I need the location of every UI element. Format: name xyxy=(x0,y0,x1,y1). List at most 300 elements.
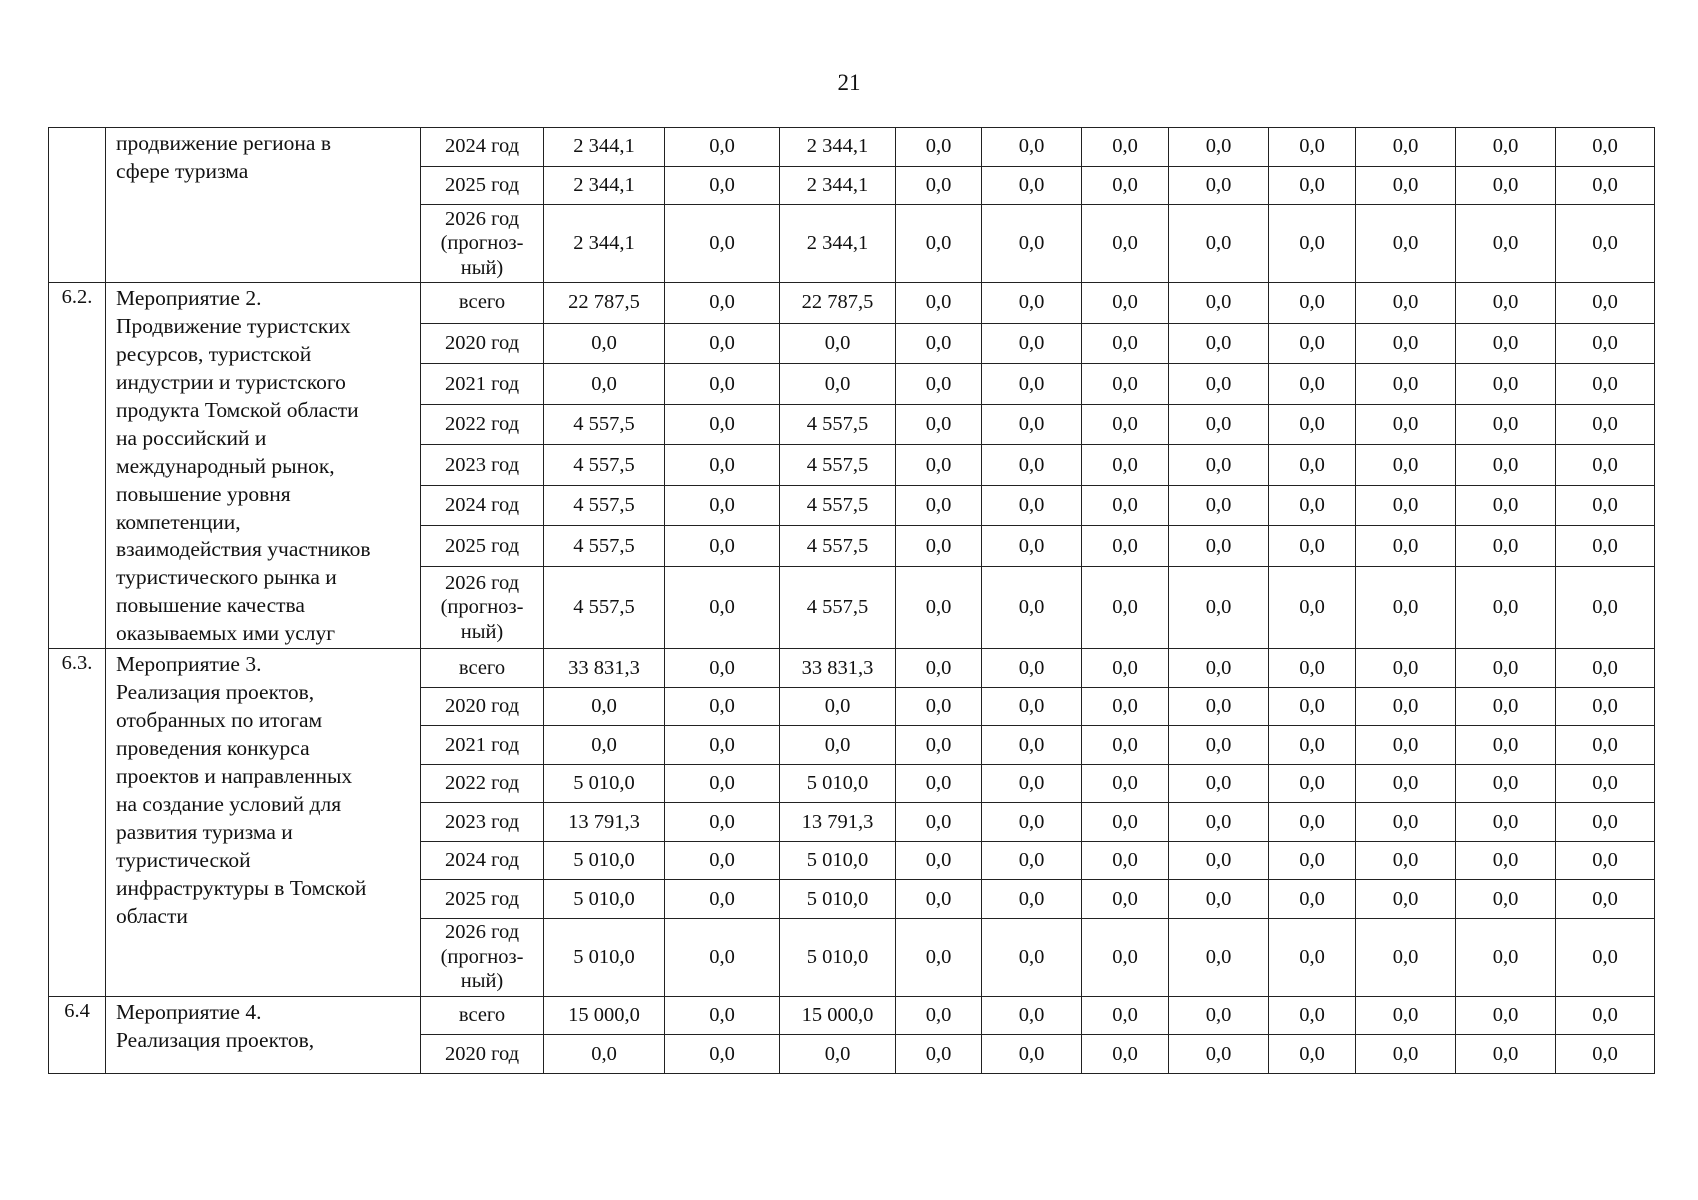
value-cell: 0,0 xyxy=(1456,918,1556,996)
value-cell: 0,0 xyxy=(1169,283,1269,324)
value-cell: 0,0 xyxy=(544,364,665,405)
value-cell: 0,0 xyxy=(982,404,1082,445)
value-cell: 0,0 xyxy=(665,996,780,1035)
value-cell: 0,0 xyxy=(1356,128,1456,167)
value-cell: 0,0 xyxy=(1269,364,1356,405)
period-cell xyxy=(421,1035,544,1074)
value-cell: 0,0 xyxy=(1456,166,1556,205)
budget-table xyxy=(48,127,1655,1074)
value-cell: 2 344,1 xyxy=(544,128,665,167)
value-cell: 4 557,5 xyxy=(780,485,896,526)
value-cell: 0,0 xyxy=(780,726,896,765)
value-cell: 0,0 xyxy=(1169,404,1269,445)
value-cell: 0,0 xyxy=(665,566,780,648)
value-cell: 5 010,0 xyxy=(780,841,896,880)
value-cell: 0,0 xyxy=(1556,485,1655,526)
item-number: 6.4 xyxy=(49,996,106,1073)
period-label: 2025 год xyxy=(444,887,520,910)
item-number: 6.3. xyxy=(49,649,106,997)
value-cell: 0,0 xyxy=(1269,283,1356,324)
value-cell: 0,0 xyxy=(665,764,780,803)
value-cell: 0,0 xyxy=(1356,687,1456,726)
value-cell: 0,0 xyxy=(982,445,1082,486)
item-number xyxy=(49,128,106,283)
value-cell: 0,0 xyxy=(1356,404,1456,445)
value-cell: 0,0 xyxy=(982,566,1082,648)
value-cell: 0,0 xyxy=(1456,526,1556,567)
value-cell: 0,0 xyxy=(1356,526,1456,567)
value-cell: 0,0 xyxy=(1456,445,1556,486)
value-cell: 0,0 xyxy=(665,445,780,486)
value-cell: 0,0 xyxy=(1269,485,1356,526)
value-cell: 0,0 xyxy=(1082,166,1169,205)
value-cell: 0,0 xyxy=(896,526,982,567)
value-cell: 0,0 xyxy=(1082,996,1169,1035)
value-cell: 0,0 xyxy=(1356,364,1456,405)
value-cell: 0,0 xyxy=(665,649,780,688)
value-cell: 0,0 xyxy=(982,485,1082,526)
description-line: продукта Томской области xyxy=(116,397,359,422)
value-cell: 0,0 xyxy=(1169,764,1269,803)
description-line: на российский и xyxy=(116,425,267,450)
value-cell: 2 344,1 xyxy=(544,205,665,283)
description-line: инфраструктуры в Томской xyxy=(116,875,367,900)
value-cell: 0,0 xyxy=(665,364,780,405)
value-cell: 0,0 xyxy=(1456,283,1556,324)
value-cell: 0,0 xyxy=(1556,566,1655,648)
value-cell: 0,0 xyxy=(1169,566,1269,648)
value-cell: 0,0 xyxy=(1356,996,1456,1035)
value-cell: 0,0 xyxy=(780,1035,896,1074)
description-line: на создание условий для xyxy=(116,791,342,816)
value-cell: 0,0 xyxy=(1356,764,1456,803)
value-cell: 0,0 xyxy=(982,880,1082,919)
period-label: 2023 год xyxy=(444,810,520,833)
value-cell: 0,0 xyxy=(1456,841,1556,880)
value-cell: 0,0 xyxy=(1169,364,1269,405)
value-cell: 4 557,5 xyxy=(544,526,665,567)
description-line: оказываемых ими услуг xyxy=(116,621,336,646)
value-cell: 5 010,0 xyxy=(544,764,665,803)
period-cell xyxy=(421,485,544,526)
value-cell: 0,0 xyxy=(1556,526,1655,567)
period-cell xyxy=(421,841,544,880)
period-label: 2022 год xyxy=(444,413,520,436)
period-label: всего xyxy=(458,1004,506,1027)
period-label: 2022 год xyxy=(444,772,520,795)
period-cell xyxy=(421,803,544,842)
value-cell: 0,0 xyxy=(1269,526,1356,567)
value-cell: 0,0 xyxy=(896,764,982,803)
description-line: туристической xyxy=(116,847,251,872)
item-description xyxy=(106,996,421,1073)
value-cell: 0,0 xyxy=(896,803,982,842)
value-cell: 4 557,5 xyxy=(780,566,896,648)
value-cell: 0,0 xyxy=(982,166,1082,205)
value-cell: 0,0 xyxy=(1456,803,1556,842)
value-cell: 0,0 xyxy=(1356,918,1456,996)
value-cell: 0,0 xyxy=(1082,918,1169,996)
value-cell: 0,0 xyxy=(1269,996,1356,1035)
value-cell: 0,0 xyxy=(896,404,982,445)
period-label: всего xyxy=(458,291,506,314)
value-cell: 15 000,0 xyxy=(544,996,665,1035)
description-line: Реализация проектов, xyxy=(116,1027,315,1052)
value-cell: 0,0 xyxy=(1456,128,1556,167)
value-cell: 0,0 xyxy=(896,726,982,765)
value-cell: 0,0 xyxy=(1456,205,1556,283)
value-cell: 0,0 xyxy=(1269,803,1356,842)
item-description xyxy=(106,128,421,283)
value-cell: 0,0 xyxy=(1169,323,1269,364)
value-cell: 4 557,5 xyxy=(544,404,665,445)
value-cell: 0,0 xyxy=(665,166,780,205)
value-cell: 15 000,0 xyxy=(780,996,896,1035)
value-cell: 0,0 xyxy=(982,526,1082,567)
period-cell xyxy=(421,364,544,405)
value-cell: 0,0 xyxy=(1169,996,1269,1035)
value-cell: 2 344,1 xyxy=(780,166,896,205)
value-cell: 0,0 xyxy=(665,880,780,919)
period-label: 2026 год xyxy=(444,207,520,230)
value-cell: 0,0 xyxy=(1556,283,1655,324)
description-line: ресурсов, туристской xyxy=(116,341,312,366)
period-label: 2020 год xyxy=(444,695,520,718)
value-cell: 0,0 xyxy=(544,1035,665,1074)
value-cell: 0,0 xyxy=(1356,485,1456,526)
value-cell: 0,0 xyxy=(1456,1035,1556,1074)
value-cell: 0,0 xyxy=(1456,726,1556,765)
value-cell: 4 557,5 xyxy=(544,566,665,648)
description-line: отобранных по итогам xyxy=(116,708,323,733)
value-cell: 0,0 xyxy=(896,323,982,364)
value-cell: 0,0 xyxy=(544,726,665,765)
value-cell: 5 010,0 xyxy=(544,918,665,996)
value-cell: 0,0 xyxy=(1356,1035,1456,1074)
value-cell: 13 791,3 xyxy=(780,803,896,842)
value-cell: 0,0 xyxy=(1082,364,1169,405)
value-cell: 0,0 xyxy=(896,1035,982,1074)
value-cell: 0,0 xyxy=(896,687,982,726)
value-cell: 0,0 xyxy=(665,1035,780,1074)
period-label: 2023 год xyxy=(444,453,520,476)
value-cell: 0,0 xyxy=(982,996,1082,1035)
value-cell: 0,0 xyxy=(1082,526,1169,567)
value-cell: 0,0 xyxy=(1556,205,1655,283)
table-row xyxy=(49,283,1655,324)
period-label: (прогноз- xyxy=(440,945,524,968)
value-cell: 0,0 xyxy=(665,404,780,445)
value-cell: 0,0 xyxy=(665,841,780,880)
period-label: (прогноз- xyxy=(440,596,524,619)
value-cell: 0,0 xyxy=(1456,566,1556,648)
description-line: развития туризма и xyxy=(116,819,293,844)
value-cell: 0,0 xyxy=(1169,687,1269,726)
value-cell: 0,0 xyxy=(1082,687,1169,726)
value-cell: 0,0 xyxy=(982,726,1082,765)
value-cell: 0,0 xyxy=(1556,841,1655,880)
value-cell: 2 344,1 xyxy=(544,166,665,205)
value-cell: 0,0 xyxy=(896,918,982,996)
period-cell xyxy=(421,880,544,919)
value-cell: 0,0 xyxy=(1456,404,1556,445)
value-cell: 0,0 xyxy=(665,803,780,842)
value-cell: 0,0 xyxy=(1082,323,1169,364)
value-cell: 0,0 xyxy=(982,364,1082,405)
value-cell: 0,0 xyxy=(1082,445,1169,486)
description-line: индустрии и туристского xyxy=(116,369,346,394)
value-cell: 0,0 xyxy=(1356,649,1456,688)
period-label: 2026 год xyxy=(444,921,520,944)
value-cell: 0,0 xyxy=(982,1035,1082,1074)
value-cell: 0,0 xyxy=(1082,404,1169,445)
period-label: 2021 год xyxy=(444,733,520,756)
value-cell: 0,0 xyxy=(1169,1035,1269,1074)
value-cell: 0,0 xyxy=(896,445,982,486)
value-cell: 0,0 xyxy=(1082,841,1169,880)
value-cell: 0,0 xyxy=(665,323,780,364)
value-cell: 0,0 xyxy=(1269,764,1356,803)
value-cell: 0,0 xyxy=(1556,726,1655,765)
description-line: проведения конкурса xyxy=(116,736,310,760)
item-description xyxy=(106,649,421,997)
value-cell: 0,0 xyxy=(665,128,780,167)
period-label: 2025 год xyxy=(444,534,520,557)
value-cell: 13 791,3 xyxy=(544,803,665,842)
period-cell xyxy=(421,404,544,445)
period-label: 2020 год xyxy=(444,332,520,355)
value-cell: 0,0 xyxy=(1269,1035,1356,1074)
value-cell: 0,0 xyxy=(1269,323,1356,364)
value-cell: 0,0 xyxy=(1269,404,1356,445)
period-cell xyxy=(421,649,544,688)
value-cell: 0,0 xyxy=(896,128,982,167)
value-cell: 0,0 xyxy=(1456,996,1556,1035)
value-cell: 0,0 xyxy=(1169,445,1269,486)
value-cell: 5 010,0 xyxy=(544,841,665,880)
value-cell: 0,0 xyxy=(1269,205,1356,283)
value-cell: 0,0 xyxy=(544,323,665,364)
period-label: ный) xyxy=(460,620,504,643)
description-line: области xyxy=(116,903,188,928)
period-label: (прогноз- xyxy=(440,232,524,255)
value-cell: 0,0 xyxy=(665,205,780,283)
period-label: 2024 год xyxy=(444,494,520,517)
value-cell: 0,0 xyxy=(780,364,896,405)
value-cell: 0,0 xyxy=(1556,364,1655,405)
period-cell xyxy=(421,166,544,205)
value-cell: 0,0 xyxy=(1269,166,1356,205)
description-line: повышение уровня xyxy=(116,481,291,506)
value-cell: 0,0 xyxy=(1169,649,1269,688)
value-cell: 0,0 xyxy=(1082,764,1169,803)
period-label: ный) xyxy=(460,970,504,993)
period-cell xyxy=(421,918,544,996)
value-cell: 0,0 xyxy=(1082,205,1169,283)
value-cell: 0,0 xyxy=(1456,687,1556,726)
value-cell: 0,0 xyxy=(1082,803,1169,842)
value-cell: 0,0 xyxy=(1556,166,1655,205)
value-cell: 0,0 xyxy=(1082,1035,1169,1074)
value-cell: 2 344,1 xyxy=(780,128,896,167)
value-cell: 0,0 xyxy=(1556,880,1655,919)
page-number: 21 xyxy=(837,70,861,95)
value-cell: 0,0 xyxy=(1556,687,1655,726)
value-cell: 0,0 xyxy=(982,649,1082,688)
value-cell: 0,0 xyxy=(1082,283,1169,324)
value-cell: 0,0 xyxy=(1356,726,1456,765)
value-cell: 0,0 xyxy=(982,323,1082,364)
value-cell: 0,0 xyxy=(896,566,982,648)
value-cell: 0,0 xyxy=(896,485,982,526)
period-label: 2024 год xyxy=(444,849,520,872)
value-cell: 0,0 xyxy=(982,128,1082,167)
description-line: Продвижение туристских xyxy=(116,313,351,338)
value-cell: 0,0 xyxy=(1169,205,1269,283)
value-cell: 0,0 xyxy=(1269,128,1356,167)
value-cell: 5 010,0 xyxy=(544,880,665,919)
value-cell: 0,0 xyxy=(1169,803,1269,842)
value-cell: 0,0 xyxy=(665,726,780,765)
value-cell: 0,0 xyxy=(1556,649,1655,688)
value-cell: 0,0 xyxy=(1556,918,1655,996)
value-cell: 0,0 xyxy=(1269,918,1356,996)
value-cell: 0,0 xyxy=(1356,841,1456,880)
value-cell: 0,0 xyxy=(1169,485,1269,526)
period-cell xyxy=(421,726,544,765)
period-cell xyxy=(421,566,544,648)
period-label: 2021 год xyxy=(444,372,520,395)
value-cell: 0,0 xyxy=(1269,841,1356,880)
period-cell xyxy=(421,996,544,1035)
period-label: 2026 год xyxy=(444,571,520,594)
value-cell: 0,0 xyxy=(896,649,982,688)
value-cell: 0,0 xyxy=(982,764,1082,803)
description-line: сфере туризма xyxy=(116,158,249,183)
period-cell xyxy=(421,526,544,567)
value-cell: 0,0 xyxy=(1082,880,1169,919)
value-cell: 0,0 xyxy=(1556,128,1655,167)
period-cell xyxy=(421,323,544,364)
description-line: проектов и направленных xyxy=(116,763,353,788)
value-cell: 0,0 xyxy=(1356,323,1456,364)
value-cell: 2 344,1 xyxy=(780,205,896,283)
value-cell: 0,0 xyxy=(780,323,896,364)
period-label: всего xyxy=(458,656,506,679)
value-cell: 0,0 xyxy=(1169,128,1269,167)
value-cell: 0,0 xyxy=(1356,445,1456,486)
value-cell: 0,0 xyxy=(1169,880,1269,919)
value-cell: 0,0 xyxy=(1169,726,1269,765)
value-cell: 22 787,5 xyxy=(780,283,896,324)
value-cell: 0,0 xyxy=(665,526,780,567)
table-row xyxy=(49,996,1655,1035)
value-cell: 0,0 xyxy=(1082,485,1169,526)
period-label: 2025 год xyxy=(444,173,520,196)
value-cell: 0,0 xyxy=(1556,445,1655,486)
value-cell: 33 831,3 xyxy=(544,649,665,688)
period-cell xyxy=(421,128,544,167)
value-cell: 0,0 xyxy=(982,841,1082,880)
value-cell: 4 557,5 xyxy=(780,526,896,567)
value-cell: 0,0 xyxy=(1556,1035,1655,1074)
value-cell: 0,0 xyxy=(1456,649,1556,688)
value-cell: 0,0 xyxy=(1356,205,1456,283)
value-cell: 4 557,5 xyxy=(780,404,896,445)
description-line: Мероприятие 4. xyxy=(116,999,262,1024)
value-cell: 0,0 xyxy=(896,364,982,405)
value-cell: 0,0 xyxy=(1356,566,1456,648)
value-cell: 0,0 xyxy=(1269,649,1356,688)
value-cell: 0,0 xyxy=(896,205,982,283)
period-cell xyxy=(421,687,544,726)
description-line: компетенции, xyxy=(116,509,241,534)
value-cell: 0,0 xyxy=(1269,445,1356,486)
value-cell: 0,0 xyxy=(780,687,896,726)
period-label: ный) xyxy=(460,256,504,279)
table-row xyxy=(49,128,1655,167)
value-cell: 0,0 xyxy=(1169,166,1269,205)
item-description xyxy=(106,283,421,649)
value-cell: 0,0 xyxy=(1456,323,1556,364)
value-cell: 0,0 xyxy=(1169,841,1269,880)
value-cell: 0,0 xyxy=(665,918,780,996)
description-line: туристического рынка и xyxy=(116,565,337,590)
table-body xyxy=(49,128,1655,1074)
value-cell: 0,0 xyxy=(896,283,982,324)
value-cell: 0,0 xyxy=(1082,726,1169,765)
period-label: 2024 год xyxy=(444,135,520,158)
value-cell: 0,0 xyxy=(1556,803,1655,842)
value-cell: 0,0 xyxy=(1269,880,1356,919)
period-label: 2020 год xyxy=(444,1042,520,1065)
value-cell: 0,0 xyxy=(665,283,780,324)
value-cell: 4 557,5 xyxy=(780,445,896,486)
value-cell: 0,0 xyxy=(1556,996,1655,1035)
period-cell xyxy=(421,445,544,486)
description-line: повышение качества xyxy=(116,593,305,618)
value-cell: 0,0 xyxy=(1456,364,1556,405)
item-number: 6.2. xyxy=(49,283,106,649)
description-line: Мероприятие 3. xyxy=(116,652,262,677)
value-cell: 0,0 xyxy=(896,166,982,205)
period-cell xyxy=(421,283,544,324)
value-cell: 0,0 xyxy=(982,918,1082,996)
value-cell: 0,0 xyxy=(1082,128,1169,167)
value-cell: 0,0 xyxy=(982,803,1082,842)
value-cell: 0,0 xyxy=(982,283,1082,324)
description-line: продвижение региона в xyxy=(116,131,331,155)
value-cell: 0,0 xyxy=(1456,485,1556,526)
value-cell: 0,0 xyxy=(1356,166,1456,205)
value-cell: 0,0 xyxy=(1082,649,1169,688)
value-cell: 0,0 xyxy=(1269,726,1356,765)
value-cell: 0,0 xyxy=(1082,566,1169,648)
value-cell: 0,0 xyxy=(896,841,982,880)
value-cell: 0,0 xyxy=(896,996,982,1035)
description-line: Мероприятие 2. xyxy=(116,286,262,310)
value-cell: 33 831,3 xyxy=(780,649,896,688)
description-line: международный рынок, xyxy=(116,453,335,478)
value-cell: 22 787,5 xyxy=(544,283,665,324)
description-line: взаимодействия участников xyxy=(116,537,371,562)
value-cell: 0,0 xyxy=(665,687,780,726)
value-cell: 5 010,0 xyxy=(780,918,896,996)
table-row xyxy=(49,649,1655,688)
value-cell: 0,0 xyxy=(1556,404,1655,445)
value-cell: 0,0 xyxy=(544,687,665,726)
value-cell: 0,0 xyxy=(1356,803,1456,842)
